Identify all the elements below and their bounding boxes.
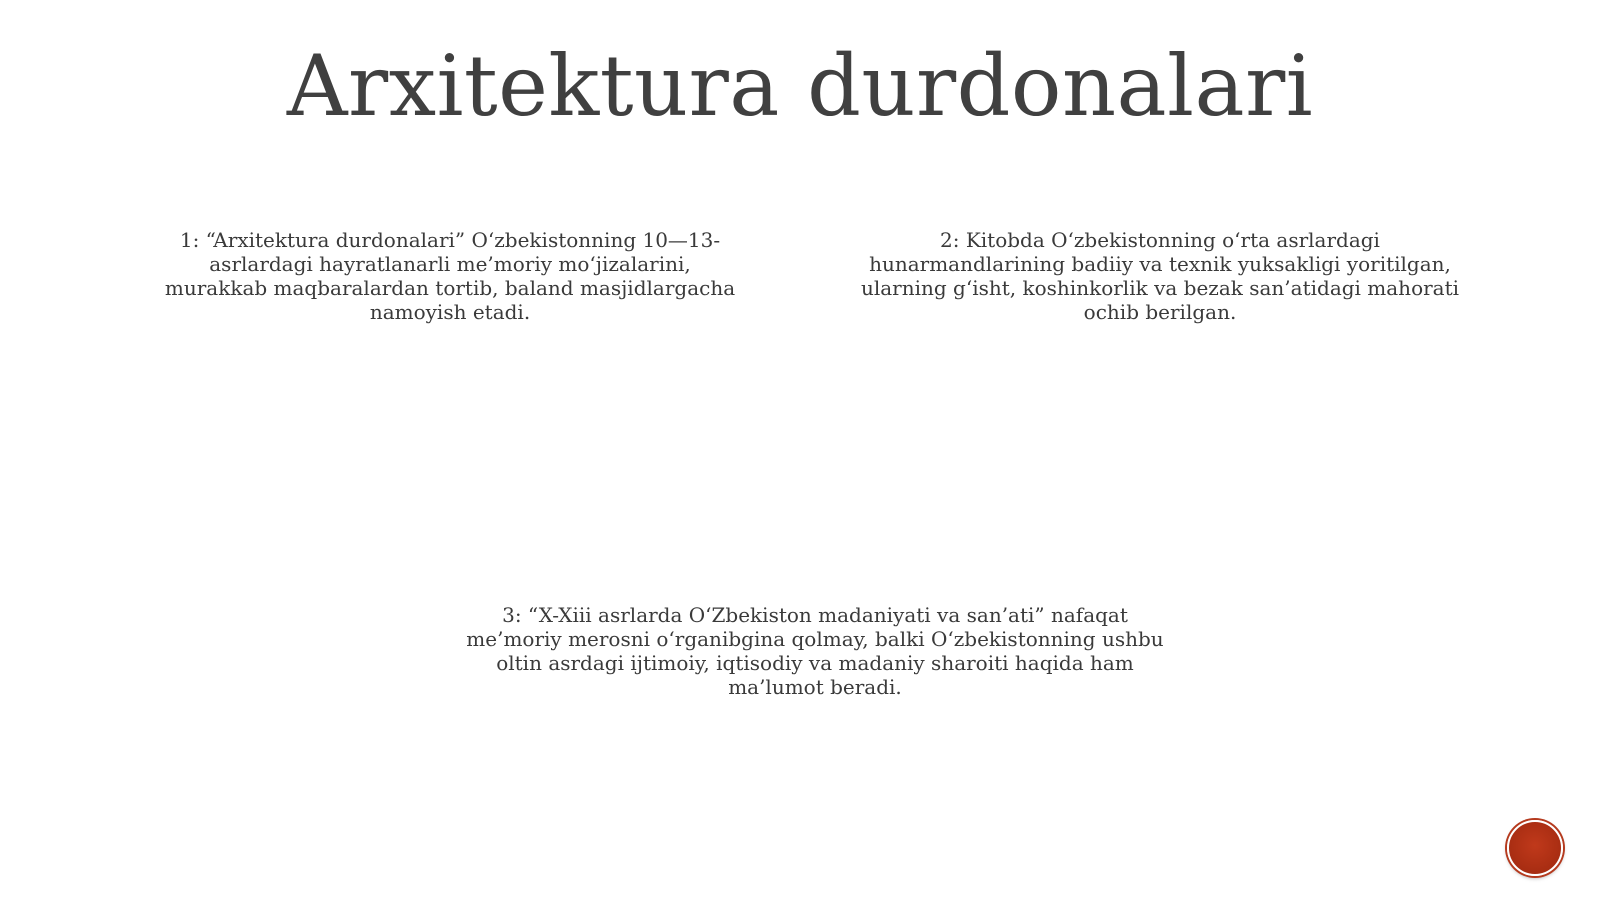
nav-circle-button[interactable] <box>1507 820 1563 876</box>
paragraph-1: 1: “Arxitektura durdonalari” O‘zbekistonning 10—13-asrlardagi hayratlanarli me’moriy mo‘jizalarini, murakkab maqbaralardan tortib, baland masjidlargacha namoyish etadi. <box>164 228 736 324</box>
slide-title: Arxitektura durdonalari <box>286 37 1314 135</box>
paragraph-2: 2: Kitobda O‘zbekistonning o‘rta asrlardagi hunarmandlarining badiiy va texnik yuksakligi yoritilgan, ularning g‘isht, koshinkorlik va bezak san’atidagi mahorati ochib berilgan. <box>860 228 1460 324</box>
paragraph-3: 3: “X-Xiii asrlarda O‘Zbekiston madaniyati va san’ati” nafaqat me’moriy merosni o‘rganibgina qolmay, balki O‘zbekistonning ushbu oltin asrdagi ijtimoiy, iqtisodiy va madaniy sharoiti haqida ham ma’lumot beradi. <box>466 603 1164 699</box>
